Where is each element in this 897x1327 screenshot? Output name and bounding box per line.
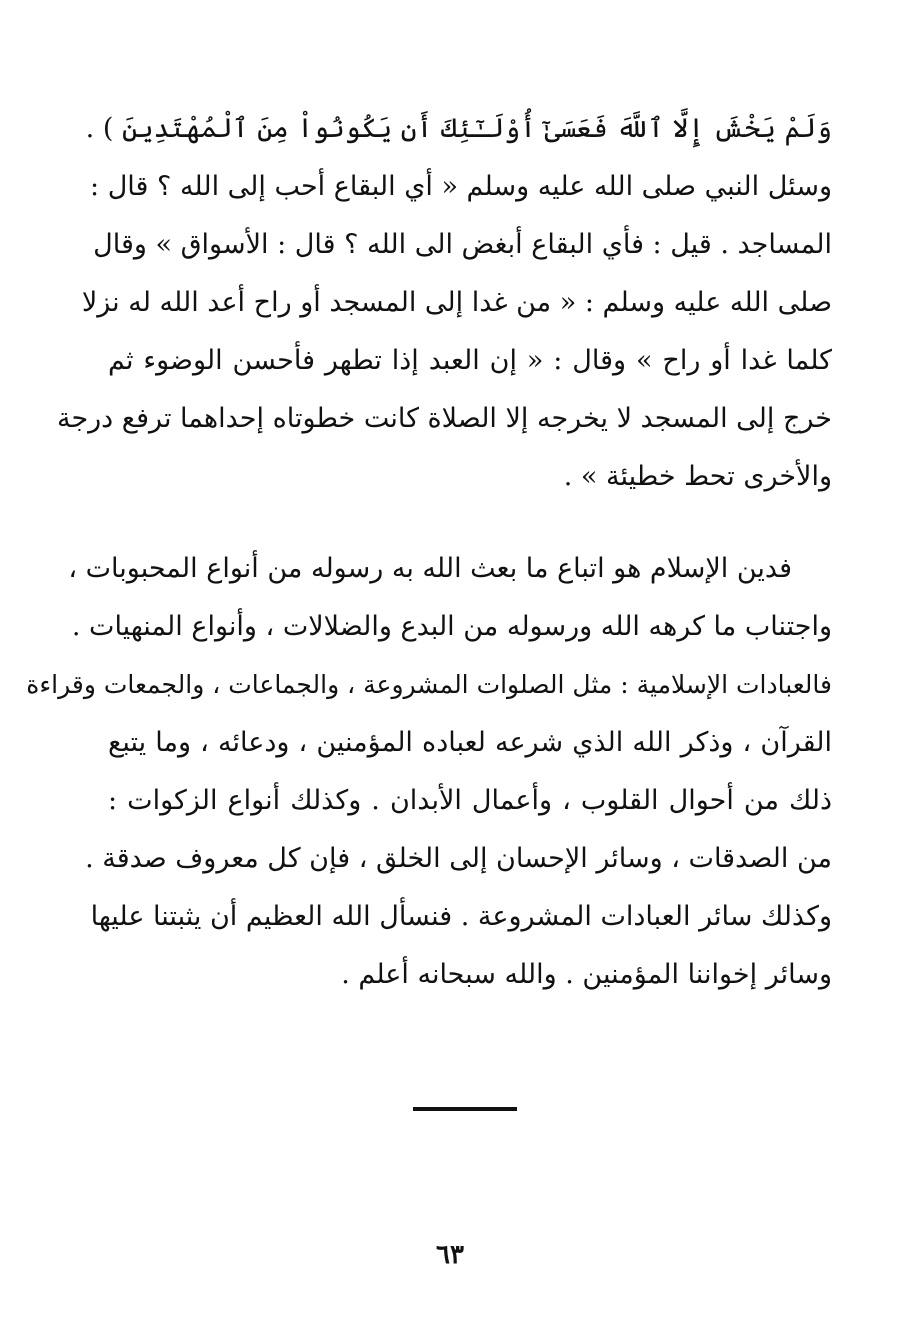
text-line: والأخرى تحط خطيئة » .	[563, 461, 832, 492]
text-line: ذلك من أحوال القلوب ، وأعمال الأبدان . وكذلك أنواع الزكوات :	[108, 785, 832, 816]
page-number: ٦٣	[436, 1240, 464, 1270]
text-line: كلما غدا أو راح » وقال : « إن العبد إذا تطهر فأحسن الوضوء ثم	[108, 345, 832, 376]
text-line: واجتناب ما كرهه الله ورسوله من البدع والضلالات ، وأنواع المنهيات .	[71, 611, 832, 642]
text-line: وسائر إخواننا المؤمنين . والله سبحانه أعلم .	[341, 959, 832, 990]
paragraph-hadith	[56, 100, 832, 506]
text-line: القرآن ، وذكر الله الذي شرعه لعباده المؤمنين ، ودعائه ، وما يتبع	[108, 727, 832, 758]
text-line: من الصدقات ، وسائر الإحسان إلى الخلق ، فإن كل معروف صدقة .	[85, 843, 832, 874]
text-line: خرج إلى المسجد لا يخرجه إلا الصلاة كانت خطوتاه إحداهما ترفع درجة	[56, 403, 832, 434]
quran-verse-line: وَلَمْ يَخْشَ إِلَّا ٱللَّهَ فَعَسَىٰٓ أُوْلَـٰٓئِكَ أَن يَكُونُواْ مِنَ ٱلْمُهْتَدِينَ ) .	[85, 113, 832, 144]
text-line: فالعبادات الإسلامية : مثل الصلوات المشروعة ، والجماعات ، والجمعات وقراءة	[26, 670, 832, 699]
text-line: صلى الله عليه وسلم : « من غدا إلى المسجد أو راح أعد الله له نزلا	[81, 287, 832, 318]
section-divider	[413, 1107, 517, 1111]
text-line: فدين الإسلام هو اتباع ما بعث الله به رسوله من أنواع المحبوبات ،	[68, 553, 792, 584]
text-line: وكذلك سائر العبادات المشروعة . فنسأل الله العظيم أن يثبتنا عليها	[90, 901, 832, 932]
paragraph-islam-definition	[26, 540, 832, 1004]
text-line: وسئل النبي صلى الله عليه وسلم « أي البقاع أحب إلى الله ؟ قال :	[90, 171, 832, 202]
text-line: المساجد . قيل : فأي البقاع أبغض الى الله ؟ قال : الأسواق » وقال	[93, 229, 832, 260]
